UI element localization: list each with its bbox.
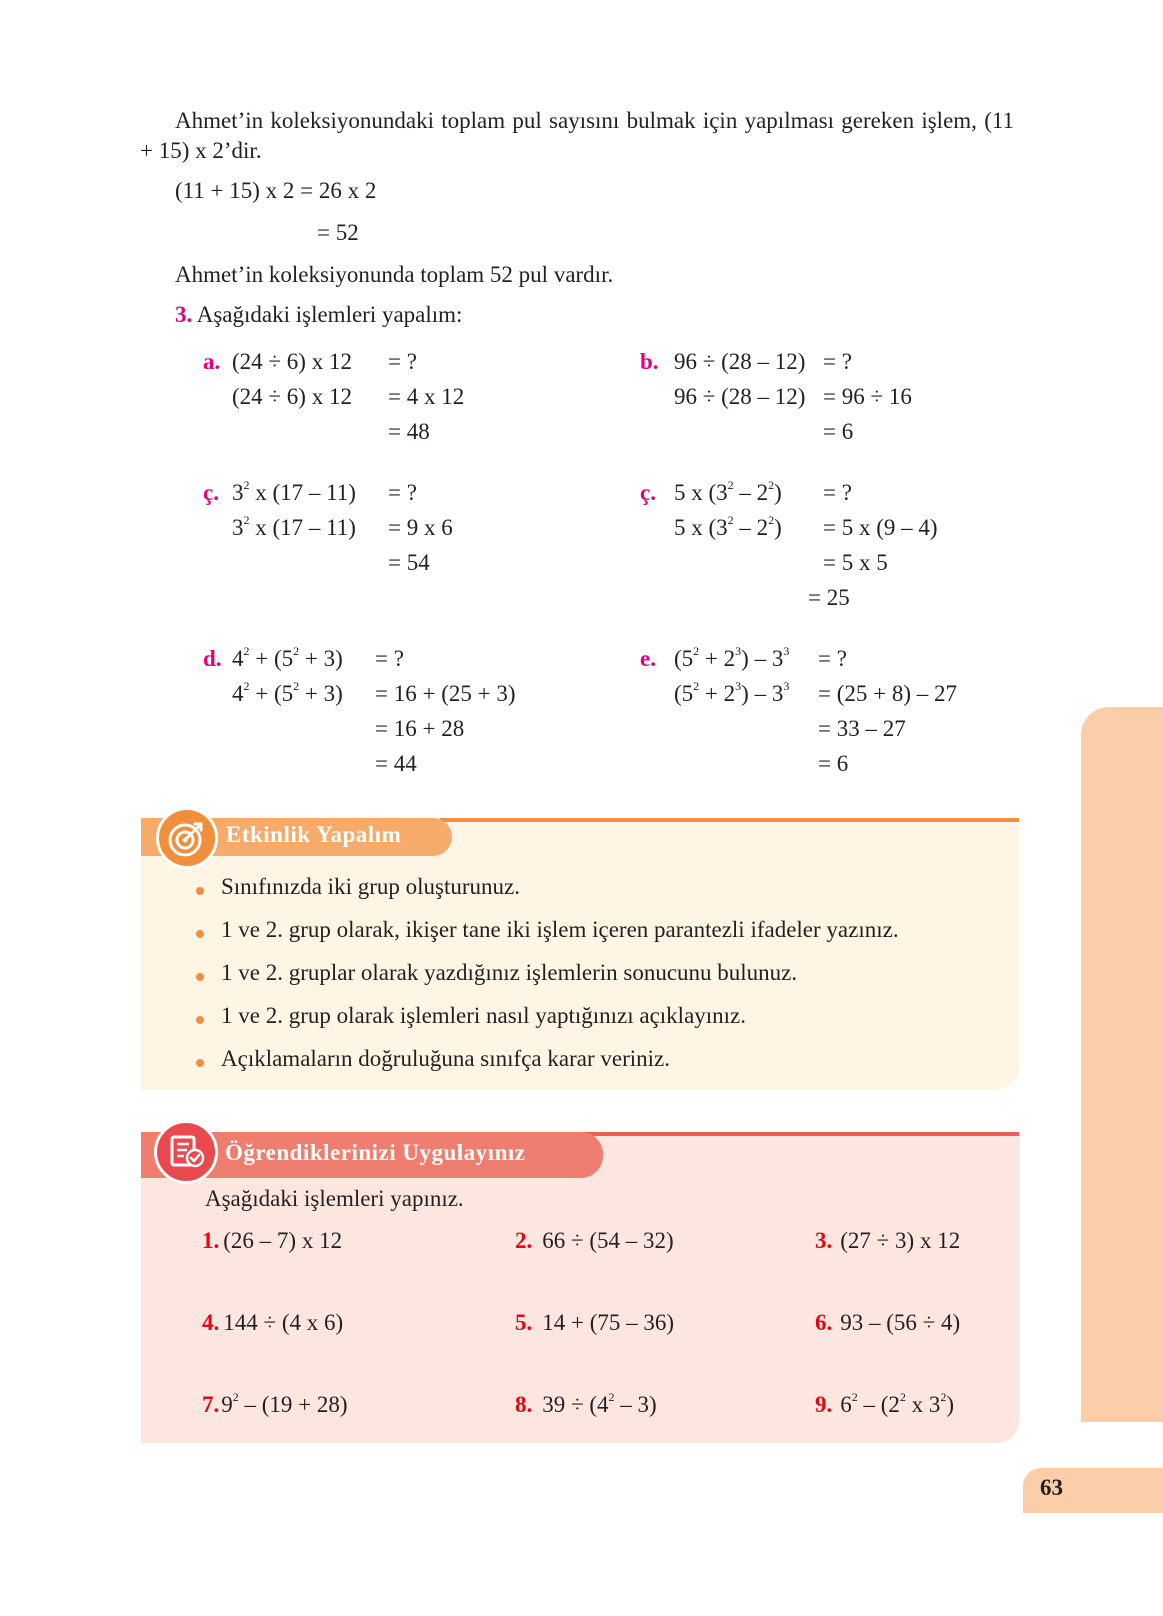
practice-divider	[570, 1132, 1019, 1136]
target-icon	[156, 807, 218, 869]
example-c1-eq2: = 9 x 6	[388, 515, 453, 540]
example-b-eq3: = 6	[823, 419, 854, 444]
practice-problem-9: 9. $6^2 - (2^2$ x $3^2$)	[815, 1390, 955, 1417]
example-d-eq2: = 16 + (25 + 3)	[375, 681, 516, 706]
example-c2-expr-repeat: 5 x $(3^2 - 2^2)$	[674, 513, 782, 540]
example-e-label: e.	[640, 646, 656, 671]
section-number: 3.	[175, 302, 193, 327]
example-b-eq1: = ?	[823, 349, 852, 374]
intro-result: Ahmet’in koleksiyonunda toplam 52 pul vardır.	[175, 262, 614, 287]
example-b-eq2: = 96 ÷ 16	[823, 384, 912, 409]
example-c2-eq3: = 5 x 5	[823, 550, 888, 575]
example-c1-expr: $3^2$ x (17 – 11)	[232, 478, 356, 505]
example-d-eq1: = ?	[375, 646, 404, 671]
practice-instruction: Aşağıdaki işlemleri yapınız.	[205, 1186, 464, 1211]
bullet-icon	[196, 887, 204, 895]
example-b-expr: 96 ÷ (28 – 12)	[674, 349, 806, 374]
example-c2-eq1: = ?	[823, 480, 852, 505]
bullet-icon	[196, 973, 204, 981]
side-tab	[1081, 707, 1163, 1422]
practice-problem-5: 5. 14 + (75 – 36)	[515, 1310, 675, 1335]
example-e-eq4: = 6	[818, 751, 849, 776]
example-e-expr-repeat: $(5^2 + 2^3) - 3^3$	[674, 679, 790, 706]
example-a-expr-repeat: (24 ÷ 6) x 12	[232, 384, 352, 409]
page-number: 63	[1040, 1475, 1063, 1500]
checklist-icon	[154, 1120, 218, 1184]
example-b-label: b.	[640, 349, 659, 374]
example-e-eq2: = (25 + 8) – 27	[818, 681, 958, 706]
example-d-eq3: = 16 + 28	[375, 716, 465, 741]
example-d-expr-repeat: $4^2 + (5^2 + 3)$	[232, 679, 343, 706]
example-c1-expr-repeat: $3^2$ x (17 – 11)	[232, 513, 356, 540]
intro-calc-line-2: = 52	[317, 220, 359, 245]
example-c2-expr: 5 x $(3^2 - 2^2)$	[674, 478, 782, 505]
practice-problem-1: 1. (26 – 7) x 12	[202, 1228, 343, 1253]
example-c2-label: ç.	[640, 480, 656, 505]
activity-divider	[440, 818, 1019, 822]
example-e-eq1: = ?	[818, 646, 847, 671]
example-a-label: a.	[203, 349, 221, 374]
bullet-icon	[196, 1016, 204, 1024]
intro-paragraph: Ahmet’in koleksiyonundaki toplam pul sayısını bulmak için yapılması gereken işlem, (11 + 15) x 2’dir.	[140, 108, 1014, 163]
practice-problem-6: 6. 93 – (56 ÷ 4)	[815, 1310, 961, 1335]
practice-problem-3: 3. (27 ÷ 3) x 12	[815, 1228, 961, 1253]
activity-item: Açıklamaların doğruluğuna sınıfça karar veriniz.	[221, 1046, 670, 1071]
activity-item: 1 ve 2. grup olarak işlemleri nasıl yaptığınızı açıklayınız.	[221, 1003, 747, 1028]
example-c1-label: ç.	[203, 480, 219, 505]
intro-calc-line-1: (11 + 15) x 2 = 26 x 2	[175, 178, 377, 203]
bullet-icon	[196, 930, 204, 938]
example-b-expr-repeat: 96 ÷ (28 – 12)	[674, 384, 806, 409]
example-e-eq3: = 33 – 27	[818, 716, 906, 741]
example-a-eq1: = ?	[388, 349, 417, 374]
example-a-eq3: = 48	[388, 419, 430, 444]
example-e-expr: $(5^2 + 2^3) - 3^3$	[674, 644, 790, 671]
section-heading	[175, 302, 462, 328]
example-d-expr: $4^2 + (5^2 + 3)$	[232, 644, 343, 671]
example-d-label: d.	[203, 646, 222, 671]
practice-title: Öğrendiklerinizi Uygulayınız	[225, 1140, 526, 1165]
example-a-eq2: = 4 x 12	[388, 384, 465, 409]
example-c1-eq3: = 54	[388, 550, 430, 575]
activity-title: Etkinlik Yapalım	[226, 822, 402, 847]
section-title: Aşağıdaki işlemleri yapalım:	[196, 302, 463, 327]
activity-item: 1 ve 2. grup olarak, ikişer tane iki işlem içeren parantezli ifadeler yazınız.	[221, 917, 899, 942]
practice-problem-4: 4. 144 ÷ (4 x 6)	[202, 1310, 344, 1335]
example-c1-eq1: = ?	[388, 480, 417, 505]
example-c2-eq4: = 25	[808, 585, 850, 610]
example-c2-eq2: = 5 x (9 – 4)	[823, 515, 938, 540]
practice-problem-2: 2. 66 ÷ (54 – 32)	[515, 1228, 674, 1253]
practice-problem-8: 8. $39 \div (4^2 - 3)$	[515, 1390, 657, 1417]
activity-item: 1 ve 2. gruplar olarak yazdığınız işlemlerin sonucunu bulunuz.	[221, 960, 798, 985]
activity-item: Sınıfınızda iki grup oluşturunuz.	[221, 874, 520, 899]
example-d-eq4: = 44	[375, 751, 417, 776]
bullet-icon	[196, 1059, 204, 1067]
example-a-expr: (24 ÷ 6) x 12	[232, 349, 352, 374]
practice-problem-7: $7.9^2 - (19 + 28)$	[202, 1390, 348, 1417]
